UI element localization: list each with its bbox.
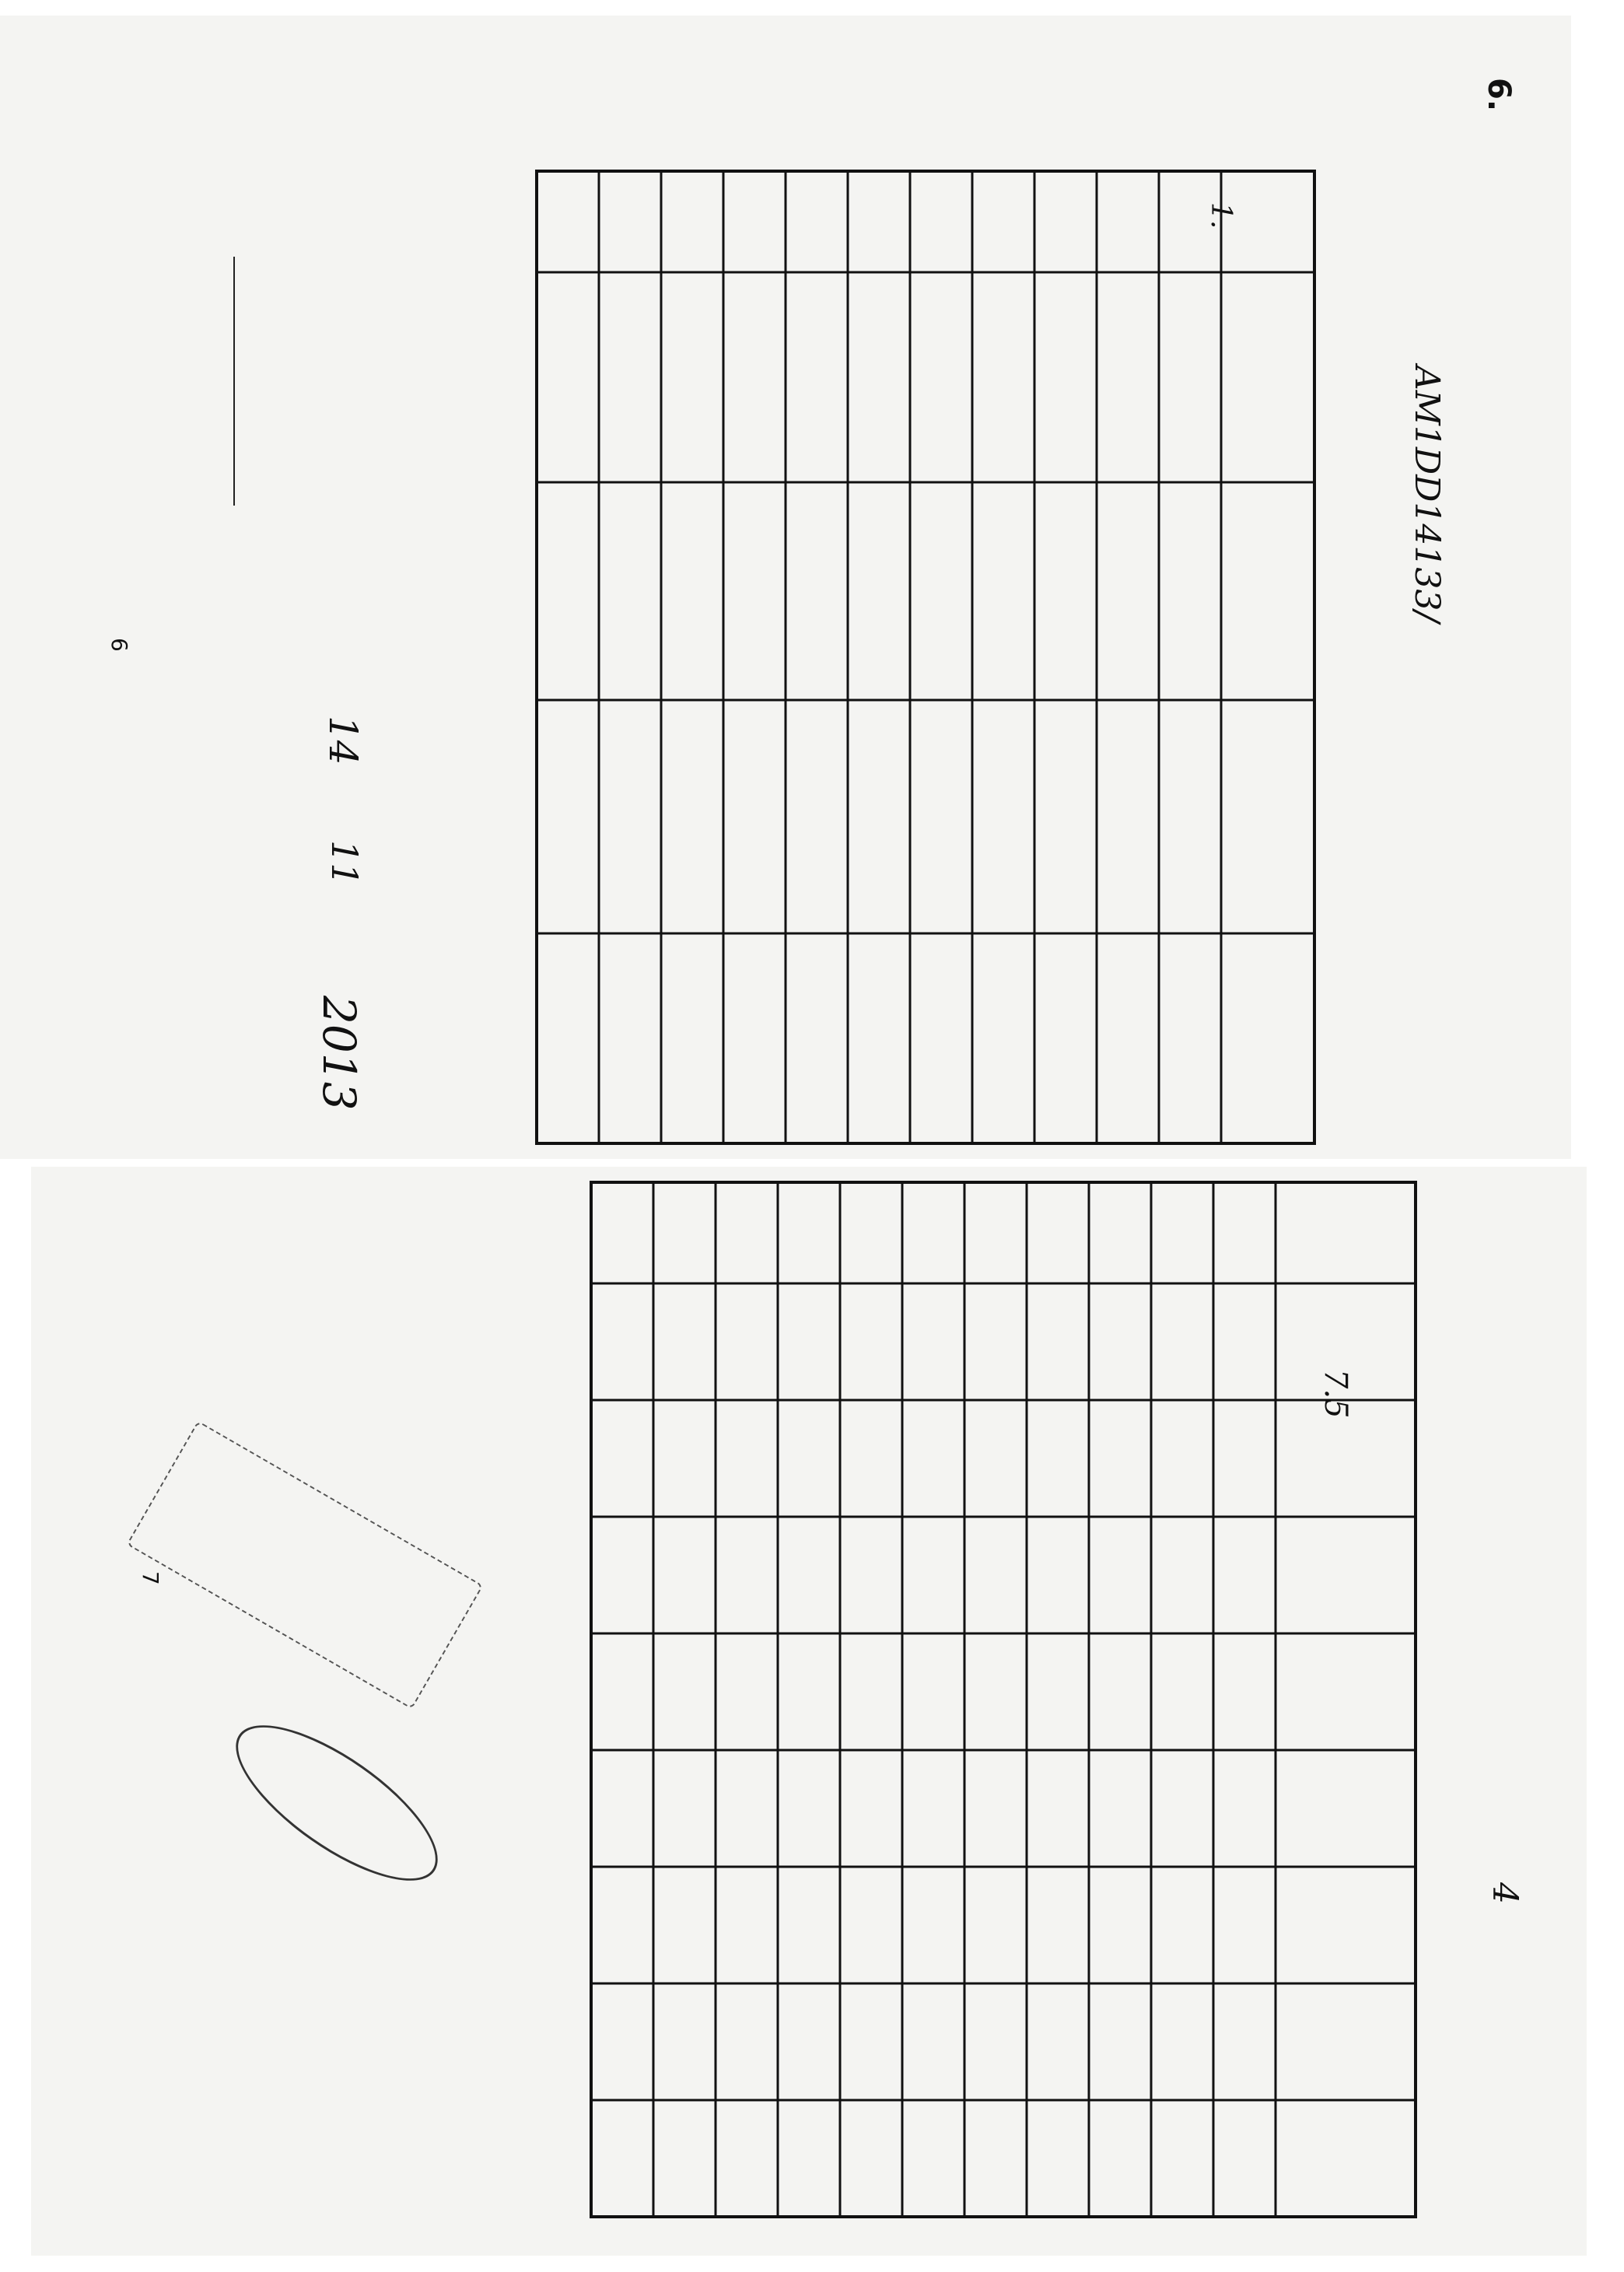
page-number: 7 xyxy=(138,1571,163,1585)
signature-line xyxy=(233,257,236,506)
page-number: 6 xyxy=(107,638,132,652)
right-table-grid xyxy=(31,1167,1587,2256)
date-day: 14 xyxy=(320,716,366,765)
row-value: 7.5 xyxy=(1318,1369,1353,1419)
row-number: 1. xyxy=(1205,202,1237,229)
left-page xyxy=(0,16,1571,1159)
left-table-grid xyxy=(0,16,1571,1159)
right-page xyxy=(31,1167,1587,2256)
date-month: 11 xyxy=(324,840,366,886)
header-handwritten-number: 4 xyxy=(1485,1882,1524,1904)
id-handwritten: AM1DD14133/ xyxy=(1407,366,1447,623)
section-number: 6. xyxy=(1481,78,1517,112)
date-year: 2013 xyxy=(313,996,366,1111)
